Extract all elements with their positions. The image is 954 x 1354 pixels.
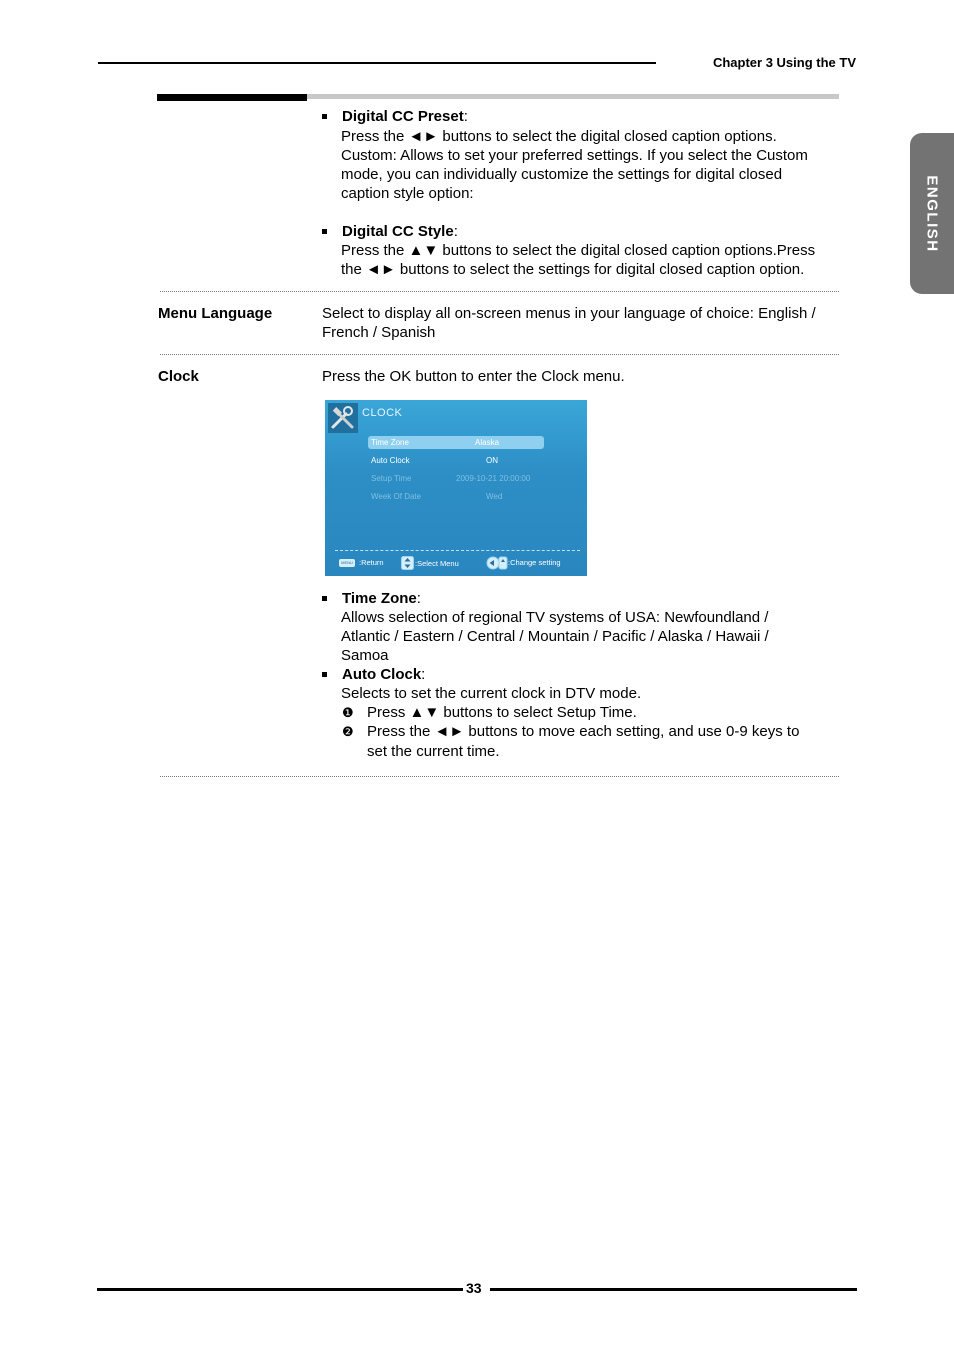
footer-rule-right bbox=[490, 1288, 857, 1291]
leftright-key-icon bbox=[486, 556, 508, 570]
clock-menu-screenshot bbox=[325, 400, 587, 576]
cc-preset-title: Digital CC Preset bbox=[342, 108, 464, 125]
divider bbox=[160, 291, 839, 292]
auto-clock-line: Selects to set the current clock in DTV mode. bbox=[341, 685, 642, 702]
osd-footer-return: :Return bbox=[359, 558, 384, 567]
bullet-square-icon bbox=[322, 596, 327, 601]
updown-key-icon bbox=[401, 556, 414, 570]
step-2-text-cont: set the current time. bbox=[367, 743, 500, 760]
cc-preset-line-4: caption style option: bbox=[341, 185, 474, 202]
osd-row-name[interactable]: Time Zone bbox=[371, 438, 409, 447]
bullet-square-icon bbox=[322, 229, 327, 234]
osd-row-value: Wed bbox=[486, 492, 503, 501]
osd-title: CLOCK bbox=[362, 407, 403, 419]
clock-intro: Press the OK button to enter the Clock menu. bbox=[322, 368, 625, 385]
divider bbox=[160, 354, 839, 355]
menu-key-icon: MENU bbox=[339, 559, 355, 567]
page-number: 33 bbox=[466, 1280, 482, 1296]
osd-footer-select: :Select Menu bbox=[415, 559, 459, 568]
section-bar-dark bbox=[157, 94, 307, 101]
auto-clock-title: Auto Clock bbox=[342, 666, 422, 683]
step-1-marker: ❶ bbox=[342, 705, 354, 720]
osd-row-name[interactable]: Auto Clock bbox=[371, 456, 410, 465]
osd-row-value: 2009-10-21 20:00:00 bbox=[456, 474, 531, 483]
divider bbox=[160, 776, 839, 777]
osd-row-value: ON bbox=[486, 456, 498, 465]
cc-style-title: Digital CC Style bbox=[342, 223, 454, 240]
time-zone-line-1: Allows selection of regional TV systems of USA: Newfoundland / bbox=[341, 609, 769, 626]
osd-row-value: Alaska bbox=[475, 438, 500, 447]
chapter-title: Chapter 3 Using the TV bbox=[712, 55, 856, 70]
osd-separator bbox=[335, 550, 580, 551]
step-2-text: Press the ◄► buttons to move each setting, and use 0-9 keys to bbox=[367, 723, 800, 740]
section-bar-light bbox=[307, 94, 839, 99]
time-zone-title: Time Zone bbox=[342, 590, 417, 607]
bullet-square-icon bbox=[322, 114, 327, 119]
osd-row-name: Setup Time bbox=[371, 474, 412, 483]
menu-language-label: Menu Language bbox=[158, 305, 273, 322]
step-2-marker: ❷ bbox=[342, 724, 354, 739]
cc-style-line-1: Press the ▲▼ buttons to select the digital closed caption options.Press bbox=[341, 242, 816, 259]
clock-label: Clock bbox=[158, 368, 199, 385]
time-zone-line-2: Atlantic / Eastern / Central / Mountain / Pacific / Alaska / Hawaii / bbox=[341, 628, 769, 645]
osd-footer-change: :Change setting bbox=[508, 558, 561, 567]
cc-preset-line-3: mode, you can individually customize the settings for digital closed bbox=[341, 166, 783, 183]
step-1-text: Press ▲▼ buttons to select Setup Time. bbox=[367, 704, 637, 721]
cc-style-line-2: the ◄► buttons to select the settings for digital closed caption option. bbox=[341, 261, 805, 278]
language-tab bbox=[910, 133, 954, 294]
cc-preset-line-2: Custom: Allows to set your preferred settings. If you select the Custom bbox=[341, 147, 808, 164]
tools-icon bbox=[328, 403, 358, 433]
menu-language-line-2: French / Spanish bbox=[322, 324, 436, 341]
osd-row-name: Week Of Date bbox=[371, 492, 422, 501]
footer-rule-left bbox=[97, 1288, 463, 1291]
cc-preset-line-1: Press the ◄► buttons to select the digital closed caption options. bbox=[341, 128, 777, 145]
header-rule bbox=[98, 62, 656, 64]
time-zone-line-3: Samoa bbox=[341, 647, 389, 664]
bullet-square-icon bbox=[322, 672, 327, 677]
language-tab-label: ENGLISH bbox=[923, 174, 941, 253]
menu-language-line-1: Select to display all on-screen menus in your language of choice: English / bbox=[322, 305, 816, 322]
